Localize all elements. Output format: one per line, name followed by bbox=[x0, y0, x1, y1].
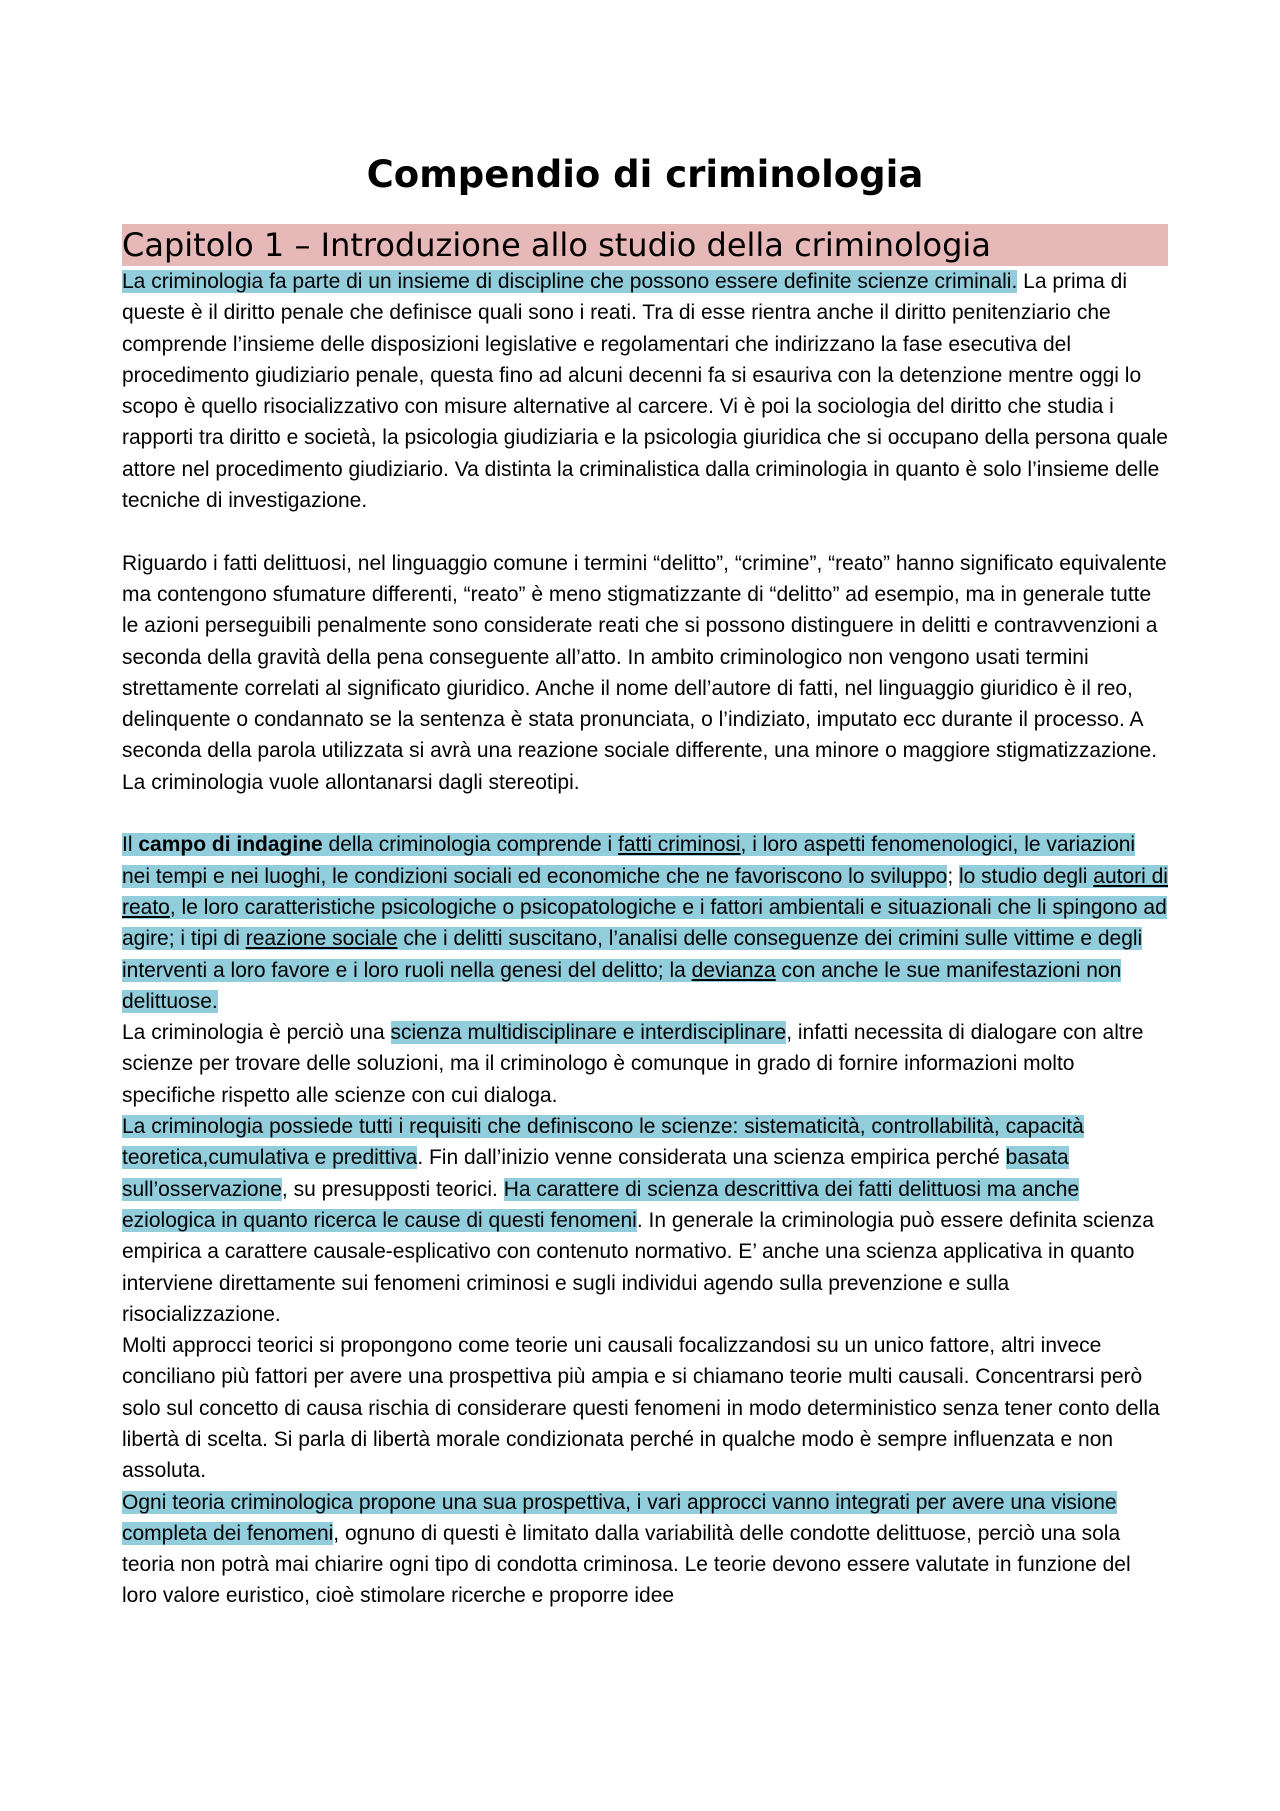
text-run: . In generale la criminologia può essere definita scienza empirica a carattere causale-esplicativo con contenuto normativo. E’ anche una scienza applicativa in quanto interviene direttamente sui fenomeni criminosi e sugli individui agendo sulla prevenzione e sulla risocializzazione. bbox=[122, 1208, 1154, 1326]
text-run: , infatti necessita di dialogare con altre scienze per trovare delle soluzioni, ma il criminologo è comunque in grado di fornire informazioni molto specifiche rispetto alle scienze con cui dialoga. bbox=[122, 1021, 1144, 1107]
paragraph-multidisciplinary bbox=[122, 1017, 1168, 1111]
paragraph-causal-theories: Molti approcci teorici si propongono come teorie uni causali focalizzandosi su un unico fattore, altri invece conciliano più fattori per avere una prospettiva più ampia e si chiamano teorie multi causali. Concentrarsi però solo sul concetto di causa rischia di considerare questi fenomeni in modo deterministico senza tener conto della libertà di scelta. Si parla di libertà morale condizionata perché in qualche modo è sempre influenzata e non assoluta. bbox=[122, 1334, 1160, 1483]
paragraph-field-of-study bbox=[122, 829, 1168, 1017]
highlighted-text: scienza multidisciplinare e interdisciplinare bbox=[390, 1021, 787, 1045]
text-run: Il bbox=[122, 833, 139, 857]
paragraph-spacer bbox=[122, 798, 1168, 829]
underlined-term: autori di reato bbox=[122, 864, 1168, 919]
text-run: con anche le sue manifestazioni non delittuose. bbox=[122, 958, 1122, 1013]
highlighted-text: basata sull’osservazione bbox=[122, 1146, 1069, 1201]
highlighted-text: La criminologia possiede tutti i requisiti che definiscono le scienze: sistematicità, controllabilità, capacità teoretica,cumulativa e predittiva bbox=[122, 1115, 1084, 1170]
text-run: ; bbox=[947, 864, 959, 888]
paragraph-integrated-approaches bbox=[122, 1487, 1168, 1612]
bold-term: campo di indagine bbox=[138, 833, 323, 857]
text-run: della criminologia comprende i bbox=[322, 833, 619, 857]
underlined-term: fatti criminosi bbox=[618, 833, 741, 857]
highlighted-text: La criminologia fa parte di un insieme di discipline che possono essere definite scienze criminali. bbox=[122, 270, 1018, 293]
paragraph-spacer bbox=[122, 516, 1168, 547]
paragraph-intro bbox=[122, 266, 1168, 516]
highlighted-text: Ogni teoria criminologica propone una sua prospettiva, i vari approcci vanno integrati per avere una visione completa dei fenomeni bbox=[122, 1490, 1117, 1545]
underlined-term: devianza bbox=[691, 958, 776, 982]
highlighted-text: Ha carattere di scienza descrittiva dei fatti delittuosi ma anche eziologica in quanto ricerca le cause di questi fenomeni bbox=[122, 1177, 1080, 1232]
document-title: Compendio di criminologia bbox=[366, 153, 924, 196]
paragraph-terminology: Riguardo i fatti delittuosi, nel linguaggio comune i termini “delitto”, “crimine”, “reato” hanno significato equivalente ma contengono sfumature differenti, “reato” è meno stigmatizzante di “delitto” ad esempio, ma in generale tutte le azioni perseguibili penalmente sono considerate reati che si possono distinguere in delitti e contravvenzioni a seconda della gravità della pena conseguente all’atto. In ambito criminologico non vengono usati termini strettamente correlati al significato giuridico. Anche il nome dell’autore di fatti, nel linguaggio giuridico è il reo, delinquente o condannato se la sentenza è stata pronunciata, o l’indiziato, imputato ecc durante il processo. A seconda della parola utilizzata si avrà una reazione sociale differente, una minore o maggiore stigmatizzazione. La criminologia vuole allontanarsi dagli stereotipi. bbox=[122, 551, 1167, 794]
text-run: lo studio degli bbox=[959, 864, 1094, 888]
chapter-heading: Capitolo 1 – Introduzione allo studio della criminologia bbox=[122, 224, 1168, 266]
body-text: La prima di queste è il diritto penale che definisce quali sono i reati. Tra di esse rientra anche il diritto penitenziario che comprende l’insieme delle disposizioni legislative e regolamentari che indirizzano la fase esecutiva del procedimento giudiziario penale, questa fino ad alcuni decenni fa si esauriva con la detenzione mentre oggi lo scopo è quello risocializzativo con misure alternative al carcere. Vi è poi la sociologia del diritto che studia i rapporti tra diritto e società, la psicologia giudiziaria e la psicologia giuridica che si occupano della persona quale attore nel procedimento giudiziario. Va distinta la criminalistica dalla criminologia in quanto è solo l’insieme delle tecniche di investigazione. bbox=[122, 270, 1168, 513]
document-page bbox=[122, 150, 1168, 1612]
text-run: La criminologia è perciò una bbox=[122, 1021, 391, 1045]
text-run: , le loro caratteristiche psicologiche o psicopatologiche e i fattori ambientali e situazionali che li spingono ad agire; i tipi di bbox=[122, 895, 1167, 951]
paragraph-scientific-requisites bbox=[122, 1111, 1168, 1330]
text-run: che i delitti suscitano, l’analisi delle conseguenze dei crimini sulle vittime e degli interventi a loro favore e i loro ruoli nella genesi del delitto; la bbox=[122, 927, 1143, 982]
underlined-term: reazione sociale bbox=[245, 927, 398, 951]
text-run: , ognuno di questi è limitato dalla variabilità delle condotte delittuose, perciò una sola teoria non potrà mai chiarire ogni tipo di condotta criminosa. Le teorie devono essere valutate in funzione del loro valore euristico, cioè stimolare ricerche e proporre idee bbox=[122, 1521, 1131, 1608]
text-run: . Fin dall’inizio venne considerata una scienza empirica perché bbox=[417, 1146, 1006, 1170]
text-run: , su presupposti teorici. bbox=[281, 1177, 504, 1201]
text-run: , i loro aspetti fenomenologici, le variazioni nei tempi e nei luoghi, le condizioni sociali ed economiche che ne favoriscono lo sviluppo bbox=[122, 833, 1136, 888]
